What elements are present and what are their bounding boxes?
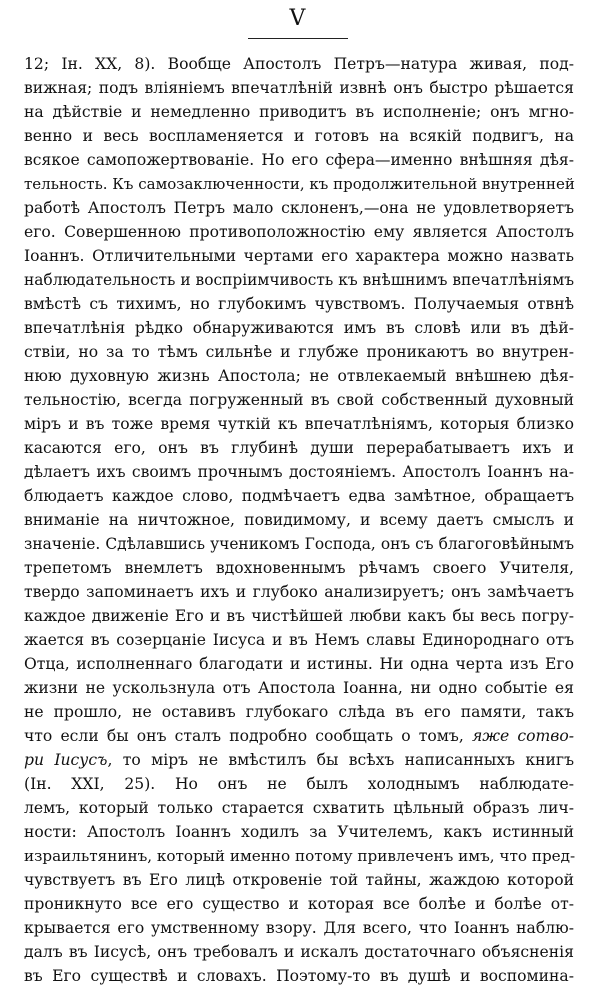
text-line-6: тельность. Къ самозаключенности, къ продолжительной внутренней <box>24 175 575 193</box>
text-line-13: ствіи, но за то тѣмъ сильнѣе и глубже проникаютъ во внутрен- <box>24 343 574 361</box>
text-line-31: (Ін. XXI, 25). Но онъ не былъ холоднымъ наблюдате- <box>24 775 574 793</box>
text-line-23: твердо запоминаетъ ихъ и глубоко анализируетъ; онъ замѣчаетъ <box>24 583 574 601</box>
text-line-18: дѣлаетъ ихъ своимъ прочнымъ достояніемъ. Апостолъ Іоаннъ на- <box>24 463 574 481</box>
text-line-29 <box>24 724 574 748</box>
text-line-32: лемъ, который только старается схватить цѣльный образъ лич- <box>24 799 574 817</box>
text-line-25: жается въ созерцаніе Іисуса и въ Немъ славы Единороднаго отъ <box>24 631 574 649</box>
text-line-15: тельностію, всегда погруженный въ свой собственный духовный <box>24 391 574 409</box>
text-line-10: наблюдательность и воспріимчивость къ внѣшнимъ впечатлѣніямъ <box>24 271 574 289</box>
italic-quote-part-2: ри Іисусъ <box>24 751 108 769</box>
text-line-14: нюю духовную жизнь Апостола; не отвлекаемый внѣшнею дѣя- <box>24 367 574 385</box>
text-line-30-roman: , то міръ не вмѣстилъ бы всѣхъ написанныхъ книгъ <box>107 751 575 769</box>
page-number: V <box>289 6 307 31</box>
text-line-28: не прошло, не оставивъ глубокаго слѣда въ его памяти, такъ <box>24 703 574 721</box>
text-line-4: венно и весь воспламеняется и готовъ на всякій подвигъ, на <box>24 127 574 145</box>
text-line-34: израильтянинъ, который именно потому привлеченъ имъ, что пред- <box>24 847 576 865</box>
text-line-26: Отца, исполненнаго благодати и истины. Ни одна черта изъ Его <box>24 655 574 673</box>
text-line-35: чувствуетъ въ Его лицѣ откровеніе той тайны, жаждою которой <box>24 871 574 889</box>
text-line-29-roman: что если бы онъ сталъ подробно сообщать о томъ, <box>24 727 464 745</box>
text-line-37: крывается его умственному взору. Для всего, что Іоаннъ наблю- <box>24 919 574 937</box>
text-line-39: въ Его существѣ и словахъ. Поэтому-то въ душѣ и воспомина- <box>24 967 574 985</box>
text-line-3: на дѣйствіе и немедленно приводитъ въ исполненіе; онъ мгно- <box>24 103 574 121</box>
header-rule <box>248 38 348 39</box>
page-header <box>0 6 596 31</box>
text-line-24: каждое движеніе Его и въ чистѣйшей любви какъ бы весь погру- <box>24 607 574 625</box>
text-line-38: далъ въ Іисусѣ, онъ требовалъ и искалъ достаточнаго объясненія <box>24 943 574 961</box>
text-line-27: жизни не ускользнула отъ Апостола Іоанна, ни одно событіе ея <box>24 679 574 697</box>
text-line-12: впечатлѣнія рѣдко обнаруживаются имъ въ словѣ или въ дѣй- <box>24 319 574 337</box>
text-line-7: работѣ Апостолъ Петръ мало склоненъ,—она не удовлетворяетъ <box>24 199 574 217</box>
text-line-22: трепетомъ внемлетъ вдохновеннымъ рѣчамъ своего Учителя, <box>24 559 574 577</box>
text-line-33: ности: Апостолъ Іоаннъ ходилъ за Учителемъ, какъ истинный <box>24 823 574 841</box>
text-line-5: всякое самопожертвованіе. Но его сфера—именно внѣшняя дѣя- <box>24 151 574 169</box>
text-line-30 <box>24 748 574 772</box>
text-line-20: вниманіе на ничтожное, повидимому, и всему даетъ смыслъ и <box>24 511 574 529</box>
text-line-36: проникнуто все его существо и которая все болѣе и болѣе от- <box>24 895 574 913</box>
text-line-17: касаются его, онъ въ глубинѣ души перерабатываетъ ихъ и <box>24 439 574 457</box>
text-line-1: 12; Ін. XX, 8). Вообще Апостолъ Петръ—натура живая, под- <box>24 55 574 73</box>
text-line-21: значеніе. Сдѣлавшись ученикомъ Господа, онъ съ благоговѣйнымъ <box>24 535 574 553</box>
italic-quote-part-1: яже сотво- <box>471 727 574 745</box>
text-line-8: его. Совершенною противоположностію ему является Апостолъ <box>24 223 574 241</box>
text-line-9: Іоаннъ. Отличительными чертами его характера можно назвать <box>24 247 574 265</box>
text-line-11: вмѣстѣ съ тихимъ, но глубокимъ чувствомъ. Получаемыя отвнѣ <box>24 295 574 313</box>
text-line-19: блюдаетъ каждое слово, подмѣчаетъ едва замѣтное, обращаетъ <box>24 487 574 505</box>
text-line-2: вижная; подъ вліяніемъ впечатлѣній извнѣ онъ быстро рѣшается <box>24 79 574 97</box>
text-line-16: міръ и въ тоже время чуткій къ впечатлѣніямъ, которыя близко <box>24 415 574 433</box>
